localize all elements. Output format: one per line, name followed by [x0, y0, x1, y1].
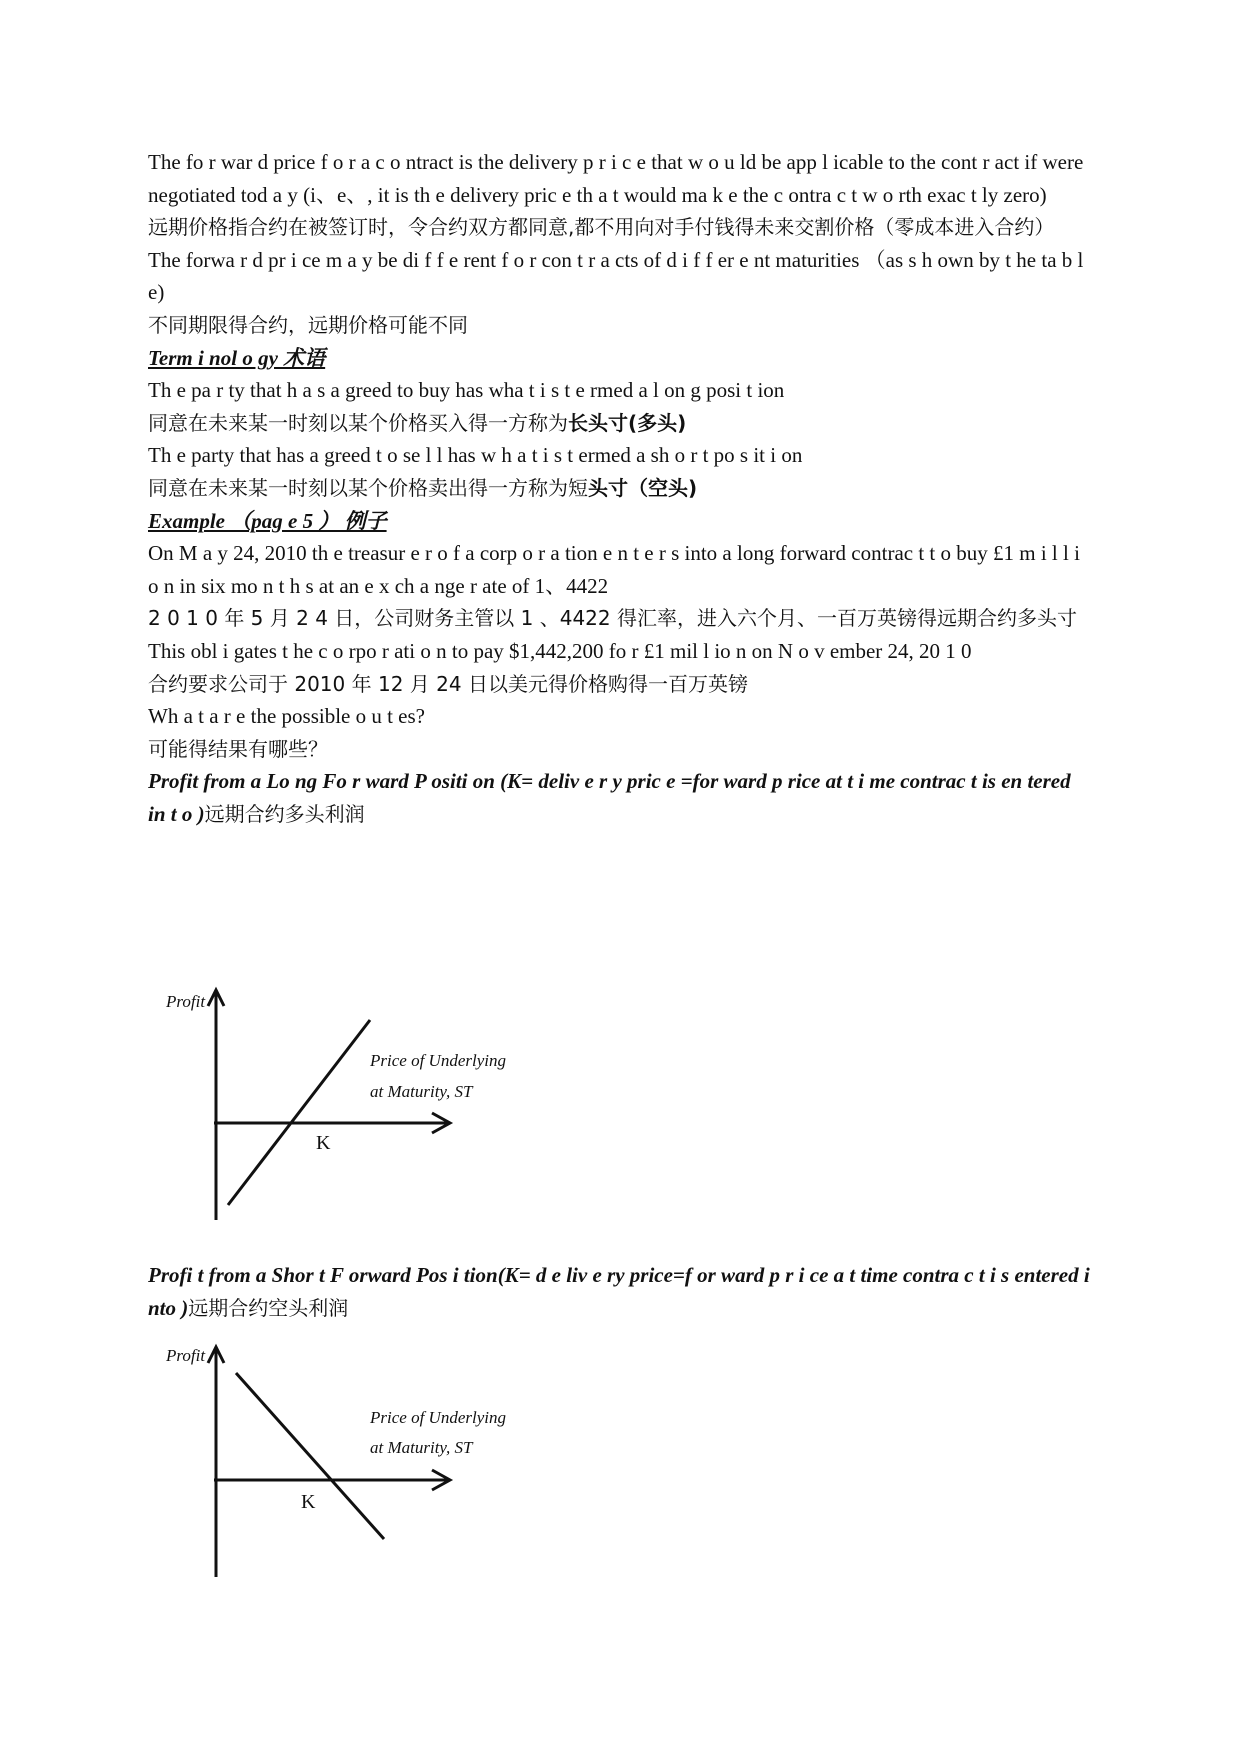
- short-position-definition-zh: [148, 472, 1093, 505]
- example-text-zh: 2 0 1 0 年 5 月 2 4 日，公司财务主管以 1 、4422 得汇率，进入六个月、一百万英镑得远期合约多头寸: [148, 606, 1077, 631]
- k-label: K: [301, 1491, 316, 1513]
- x-axis: [214, 1113, 450, 1133]
- long-forward-title-zh: 远期合约多头利润: [204, 801, 365, 826]
- k-label: K: [316, 1132, 331, 1154]
- example-text: On M a y 24, 2010 th e treasur e r o f a corp o r a tion e n t e r s into a long forward contrac t t o buy £1 m i l l i o n in six mo n t h s at an e x ch a nge r ate of 1、4422: [148, 541, 1080, 598]
- short-forward-title-en: Profi t from a Shor t F orward Pos i tion(K= d e liv e ry price=f or ward p r i ce a t time contra c t i s entered i nto ): [148, 1263, 1090, 1320]
- long-zh-bold: 长头寸(多头): [568, 410, 687, 435]
- x-axis-label-line1: Price of Underlying: [370, 1408, 506, 1427]
- profit-line: [236, 1373, 384, 1539]
- long-position-definition-zh: [148, 407, 1093, 440]
- y-axis: [208, 1347, 224, 1577]
- long-forward-title-en: Profit from a Lo ng Fo r ward P ositi on (K= deliv e r y pric e =for ward p rice at t i me contrac t is en tered in t o ): [148, 769, 1071, 826]
- maturity-note: The forwa r d pr i ce m a y be di f f e rent f o r con t r a cts of d i f f er e nt maturities （as s h own by t he ta b l e): [148, 247, 1084, 305]
- x-axis-label-line1: Price of Underlying: [370, 1051, 506, 1070]
- short-forward-title-zh: 远期合约空头利润: [188, 1295, 349, 1320]
- terminology-heading: Term i nol o gy 术语: [148, 345, 326, 370]
- forward-price-definition-zh: 远期价格指合约在被签订时，令合约双方都同意,都不用向对手付钱得未来交割价格（零成本进入合约）: [148, 215, 1055, 240]
- x-axis-label-line2: at Maturity, ST: [370, 1082, 473, 1101]
- profit-line: [228, 1020, 370, 1205]
- short-forward-profit-diagram: [148, 1337, 548, 1587]
- short-position-definition: Th e party that has a greed t o se l l has w h a t i s t ermed a sh o r t po s it i on: [148, 443, 803, 468]
- y-axis-label: Profit: [166, 1346, 206, 1365]
- short-title-block: [148, 1259, 1093, 1324]
- obligation-text-zh: 合约要求公司于 2010 年 12 月 24 日以美元得价格购得一百万英镑: [148, 671, 748, 696]
- example-heading: Example （pag e 5 ） 例子: [148, 508, 387, 533]
- short-zh-bold: 头寸（空头): [588, 475, 698, 500]
- obligation-text: This obl i gates t he c o rpo r ati o n to pay $1,442,200 fo r £1 mil l io n on N o v ember 24, 20 1 0: [148, 638, 972, 663]
- long-zh-prefix: 同意在未来某一时刻以某个价格买入得一方称为: [148, 410, 568, 435]
- y-axis: [208, 990, 224, 1220]
- maturity-note-zh: 不同期限得合约，远期价格可能不同: [148, 312, 468, 337]
- x-axis-label-line2: at Maturity, ST: [370, 1438, 473, 1457]
- short-forward-title: [148, 1259, 1093, 1324]
- long-position-definition: Th e pa r ty that h a s a greed to buy has wha t i s t e rmed a l on g posi t ion: [148, 378, 785, 403]
- question-text: Wh a t a r e the possible o u t es?: [148, 704, 425, 729]
- document-text: [148, 146, 1093, 830]
- question-text-zh: 可能得结果有哪些？: [148, 736, 328, 761]
- long-forward-title: [148, 765, 1093, 830]
- y-axis-label: Profit: [166, 992, 206, 1011]
- forward-price-definition: The fo r war d price f o r a c o ntract is the delivery p r i c e that w o u ld be app l icable to the cont r act if were negotiated tod a y (i、e、, it is th e delivery pric e th a t would ma k e the c ontra c t w o rth exac t ly zero): [148, 150, 1084, 207]
- long-forward-profit-diagram: [148, 980, 548, 1230]
- short-zh-prefix: 同意在未来某一时刻以某个价格卖出得一方称为短: [148, 475, 588, 500]
